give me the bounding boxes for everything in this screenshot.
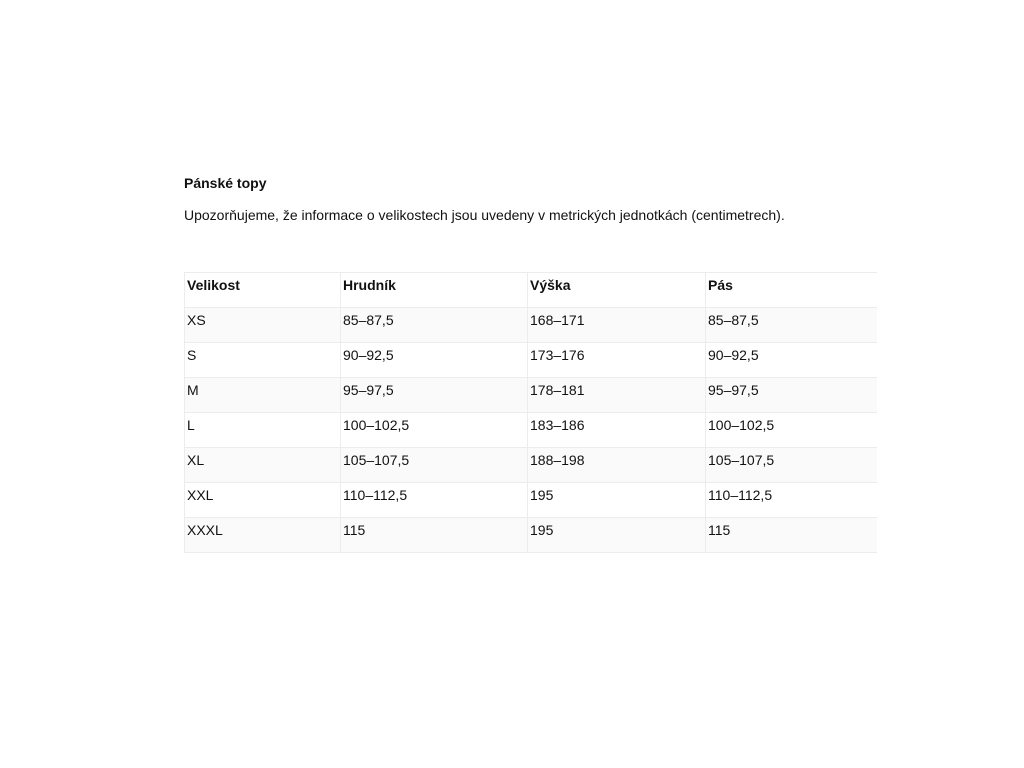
cell-waist: 90–92,5 <box>706 343 877 378</box>
cell-chest: 90–92,5 <box>341 343 528 378</box>
cell-size: L <box>185 413 341 448</box>
table-header-row <box>185 273 877 308</box>
table-row <box>185 308 877 343</box>
cell-size: XL <box>185 448 341 483</box>
cell-chest: 105–107,5 <box>341 448 528 483</box>
cell-height: 195 <box>528 518 706 553</box>
header-height: Výška <box>528 273 706 308</box>
cell-chest: 110–112,5 <box>341 483 528 518</box>
table-row <box>185 483 877 518</box>
cell-height: 195 <box>528 483 706 518</box>
cell-height: 188–198 <box>528 448 706 483</box>
cell-size: XS <box>185 308 341 343</box>
cell-waist: 110–112,5 <box>706 483 877 518</box>
header-chest: Hrudník <box>341 273 528 308</box>
size-table <box>184 272 877 553</box>
cell-waist: 85–87,5 <box>706 308 877 343</box>
cell-size: S <box>185 343 341 378</box>
table-row <box>185 448 877 483</box>
table-row <box>185 343 877 378</box>
cell-chest: 100–102,5 <box>341 413 528 448</box>
cell-chest: 85–87,5 <box>341 308 528 343</box>
table-row <box>185 378 877 413</box>
cell-waist: 115 <box>706 518 877 553</box>
cell-waist: 95–97,5 <box>706 378 877 413</box>
header-size: Velikost <box>185 273 341 308</box>
cell-chest: 95–97,5 <box>341 378 528 413</box>
cell-waist: 105–107,5 <box>706 448 877 483</box>
cell-height: 183–186 <box>528 413 706 448</box>
cell-size: XXL <box>185 483 341 518</box>
section-title: Pánské topy <box>184 175 267 191</box>
cell-size: XXXL <box>185 518 341 553</box>
cell-chest: 115 <box>341 518 528 553</box>
cell-waist: 100–102,5 <box>706 413 877 448</box>
cell-height: 173–176 <box>528 343 706 378</box>
units-note: Upozorňujeme, že informace o velikostech jsou uvedeny v metrických jednotkách (centimetrech). <box>184 207 785 223</box>
cell-height: 168–171 <box>528 308 706 343</box>
cell-height: 178–181 <box>528 378 706 413</box>
cell-size: M <box>185 378 341 413</box>
header-waist: Pás <box>706 273 877 308</box>
table-row <box>185 413 877 448</box>
table-row <box>185 518 877 553</box>
